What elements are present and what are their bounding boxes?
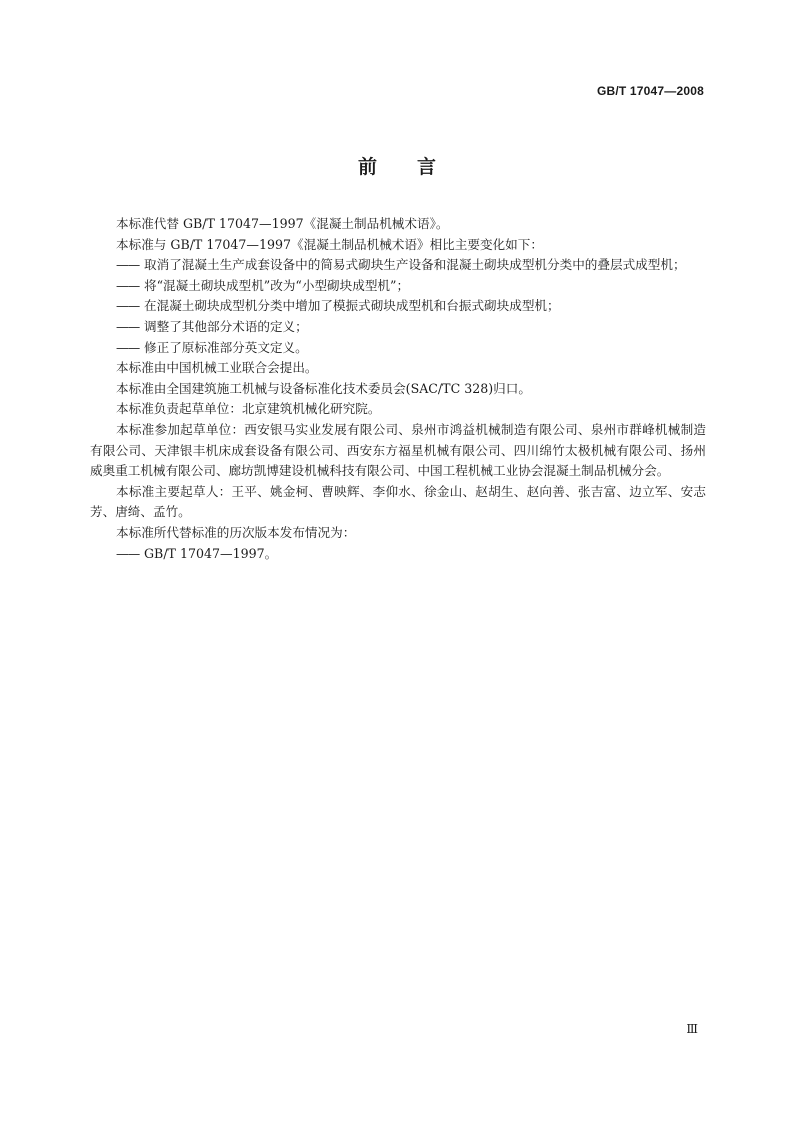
paragraph-proposed-by: 本标准由中国机械工业联合会提出。	[116, 360, 318, 376]
dash-mark: ——	[116, 339, 140, 355]
paragraph-centralized-by: 本标准由全国建筑施工机械与设备标准化技术委员会(SAC/TC 328)归口。	[116, 380, 531, 396]
change-item-text: 将“混凝土砌块成型机”改为“小型砌块成型机”；	[144, 277, 410, 293]
paragraph-drafters: 本标准主要起草人：王平、姚金柯、曹映辉、李仰水、徐金山、赵胡生、赵向善、张吉富、边立军、安志芳、唐绮、孟竹。	[90, 483, 706, 520]
page-title: 前言	[357, 156, 476, 178]
change-item	[90, 317, 706, 338]
change-item	[90, 255, 706, 276]
standard-code: GB/T 17047—2008	[596, 84, 704, 98]
paragraph-history-intro: 本标准所代替标准的历次版本发布情况为：	[116, 524, 356, 540]
change-item	[90, 296, 706, 317]
history-item	[90, 544, 706, 565]
page-number: Ⅲ	[686, 1022, 698, 1036]
foreword-body	[90, 214, 706, 564]
paragraph-main-changes: 本标准与 GB/T 17047—1997《混凝土制品机械术语》相比主要变化如下：	[116, 236, 543, 252]
dash-mark: ——	[116, 318, 140, 334]
change-item	[90, 338, 706, 359]
dash-mark: ——	[116, 545, 140, 561]
dash-mark: ——	[116, 298, 140, 314]
history-item-text: GB/T 17047—1997。	[144, 545, 278, 561]
paragraph-participating-units: 本标准参加起草单位：西安银马实业发展有限公司、泉州市鸿益机械制造有限公司、泉州市群峰机械制造有限公司、天津银丰机床成套设备有限公司、西安东方福星机械有限公司、四川绵竹太极机械有限公司、扬州威奥重工机械有限公司、廊坊凯博建设机械科技有限公司、中国工程机械工业协会混凝土制品机械分会。	[90, 421, 706, 479]
change-item-text: 取消了混凝土生产成套设备中的简易式砌块生产设备和混凝土砌块成型机分类中的叠层式成型机；	[144, 257, 686, 273]
dash-mark: ——	[116, 277, 140, 293]
paragraph-drafting-unit: 本标准负责起草单位：北京建筑机械化研究院。	[116, 401, 381, 417]
change-item	[90, 276, 706, 297]
change-item-text: 修正了原标准部分英文定义。	[144, 339, 308, 355]
change-item-text: 调整了其他部分术语的定义；	[144, 318, 308, 334]
dash-mark: ——	[116, 257, 140, 273]
paragraph-replaces: 本标准代替 GB/T 17047—1997《混凝土制品机械术语》。	[116, 216, 449, 231]
change-item-text: 在混凝土砌块成型机分类中增加了模振式砌块成型机和台振式砌块成型机；	[144, 298, 560, 314]
